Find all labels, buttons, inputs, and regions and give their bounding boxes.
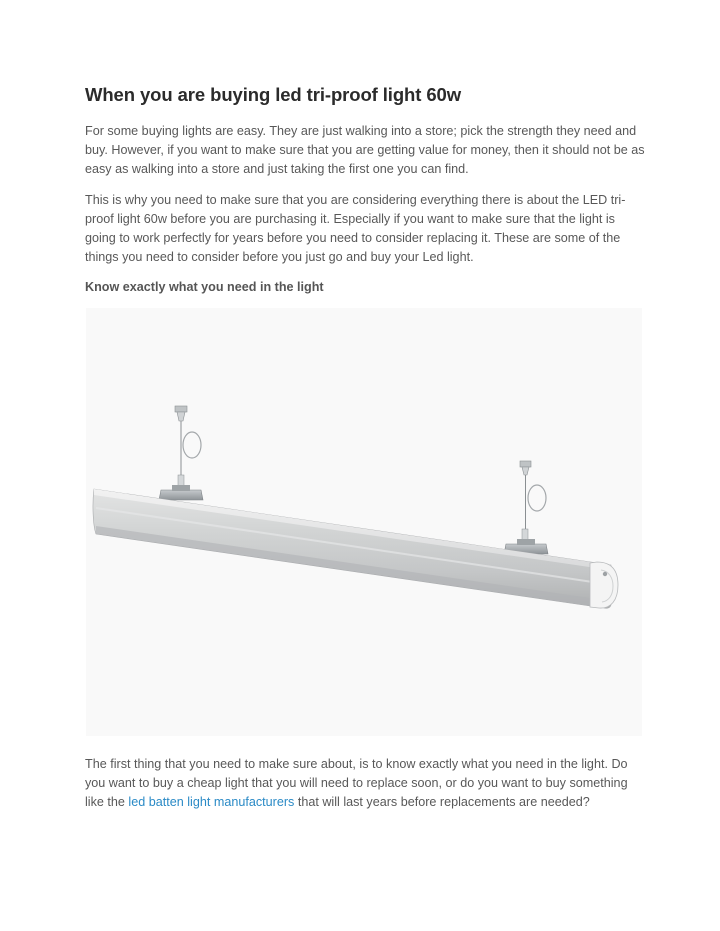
paragraph-text-start: The first thing that you need to make sure about, is to know exactly what you need in the light. Do you want to buy a cheap light that you will need to replace soon, or do you want to buy something like the xyxy=(85,757,628,809)
section-subheading: Know exactly what you need in the light xyxy=(85,280,324,294)
page-title: When you are buying led tri-proof light 60w xyxy=(85,84,461,105)
left-hanger xyxy=(159,406,203,500)
consideration-paragraph: This is why you need to make sure that you are considering everything there is about the LED tri-proof light 60w before you are purchasing it. Especially if you want to make sure that the light is going to work perfectly for years before you need to consider replacing it. These are some of the things you need to consider before you just go and buy your Led light. xyxy=(85,193,626,264)
paragraph-text-end: that will last years before replacements are needed? xyxy=(294,795,590,809)
first-thing-paragraph xyxy=(85,755,645,812)
product-image-tri-proof-light xyxy=(86,308,642,736)
led-batten-manufacturers-link[interactable]: led batten light manufacturers xyxy=(128,795,295,809)
right-hanger xyxy=(504,461,548,554)
led-batten-illustration xyxy=(86,308,642,736)
intro-paragraph: For some buying lights are easy. They are just walking into a store; pick the strength they need and buy. However, if you want to make sure that you are getting value for money, then it should not be as easy as walking into a store and just taking the first one you can find. xyxy=(85,124,645,176)
